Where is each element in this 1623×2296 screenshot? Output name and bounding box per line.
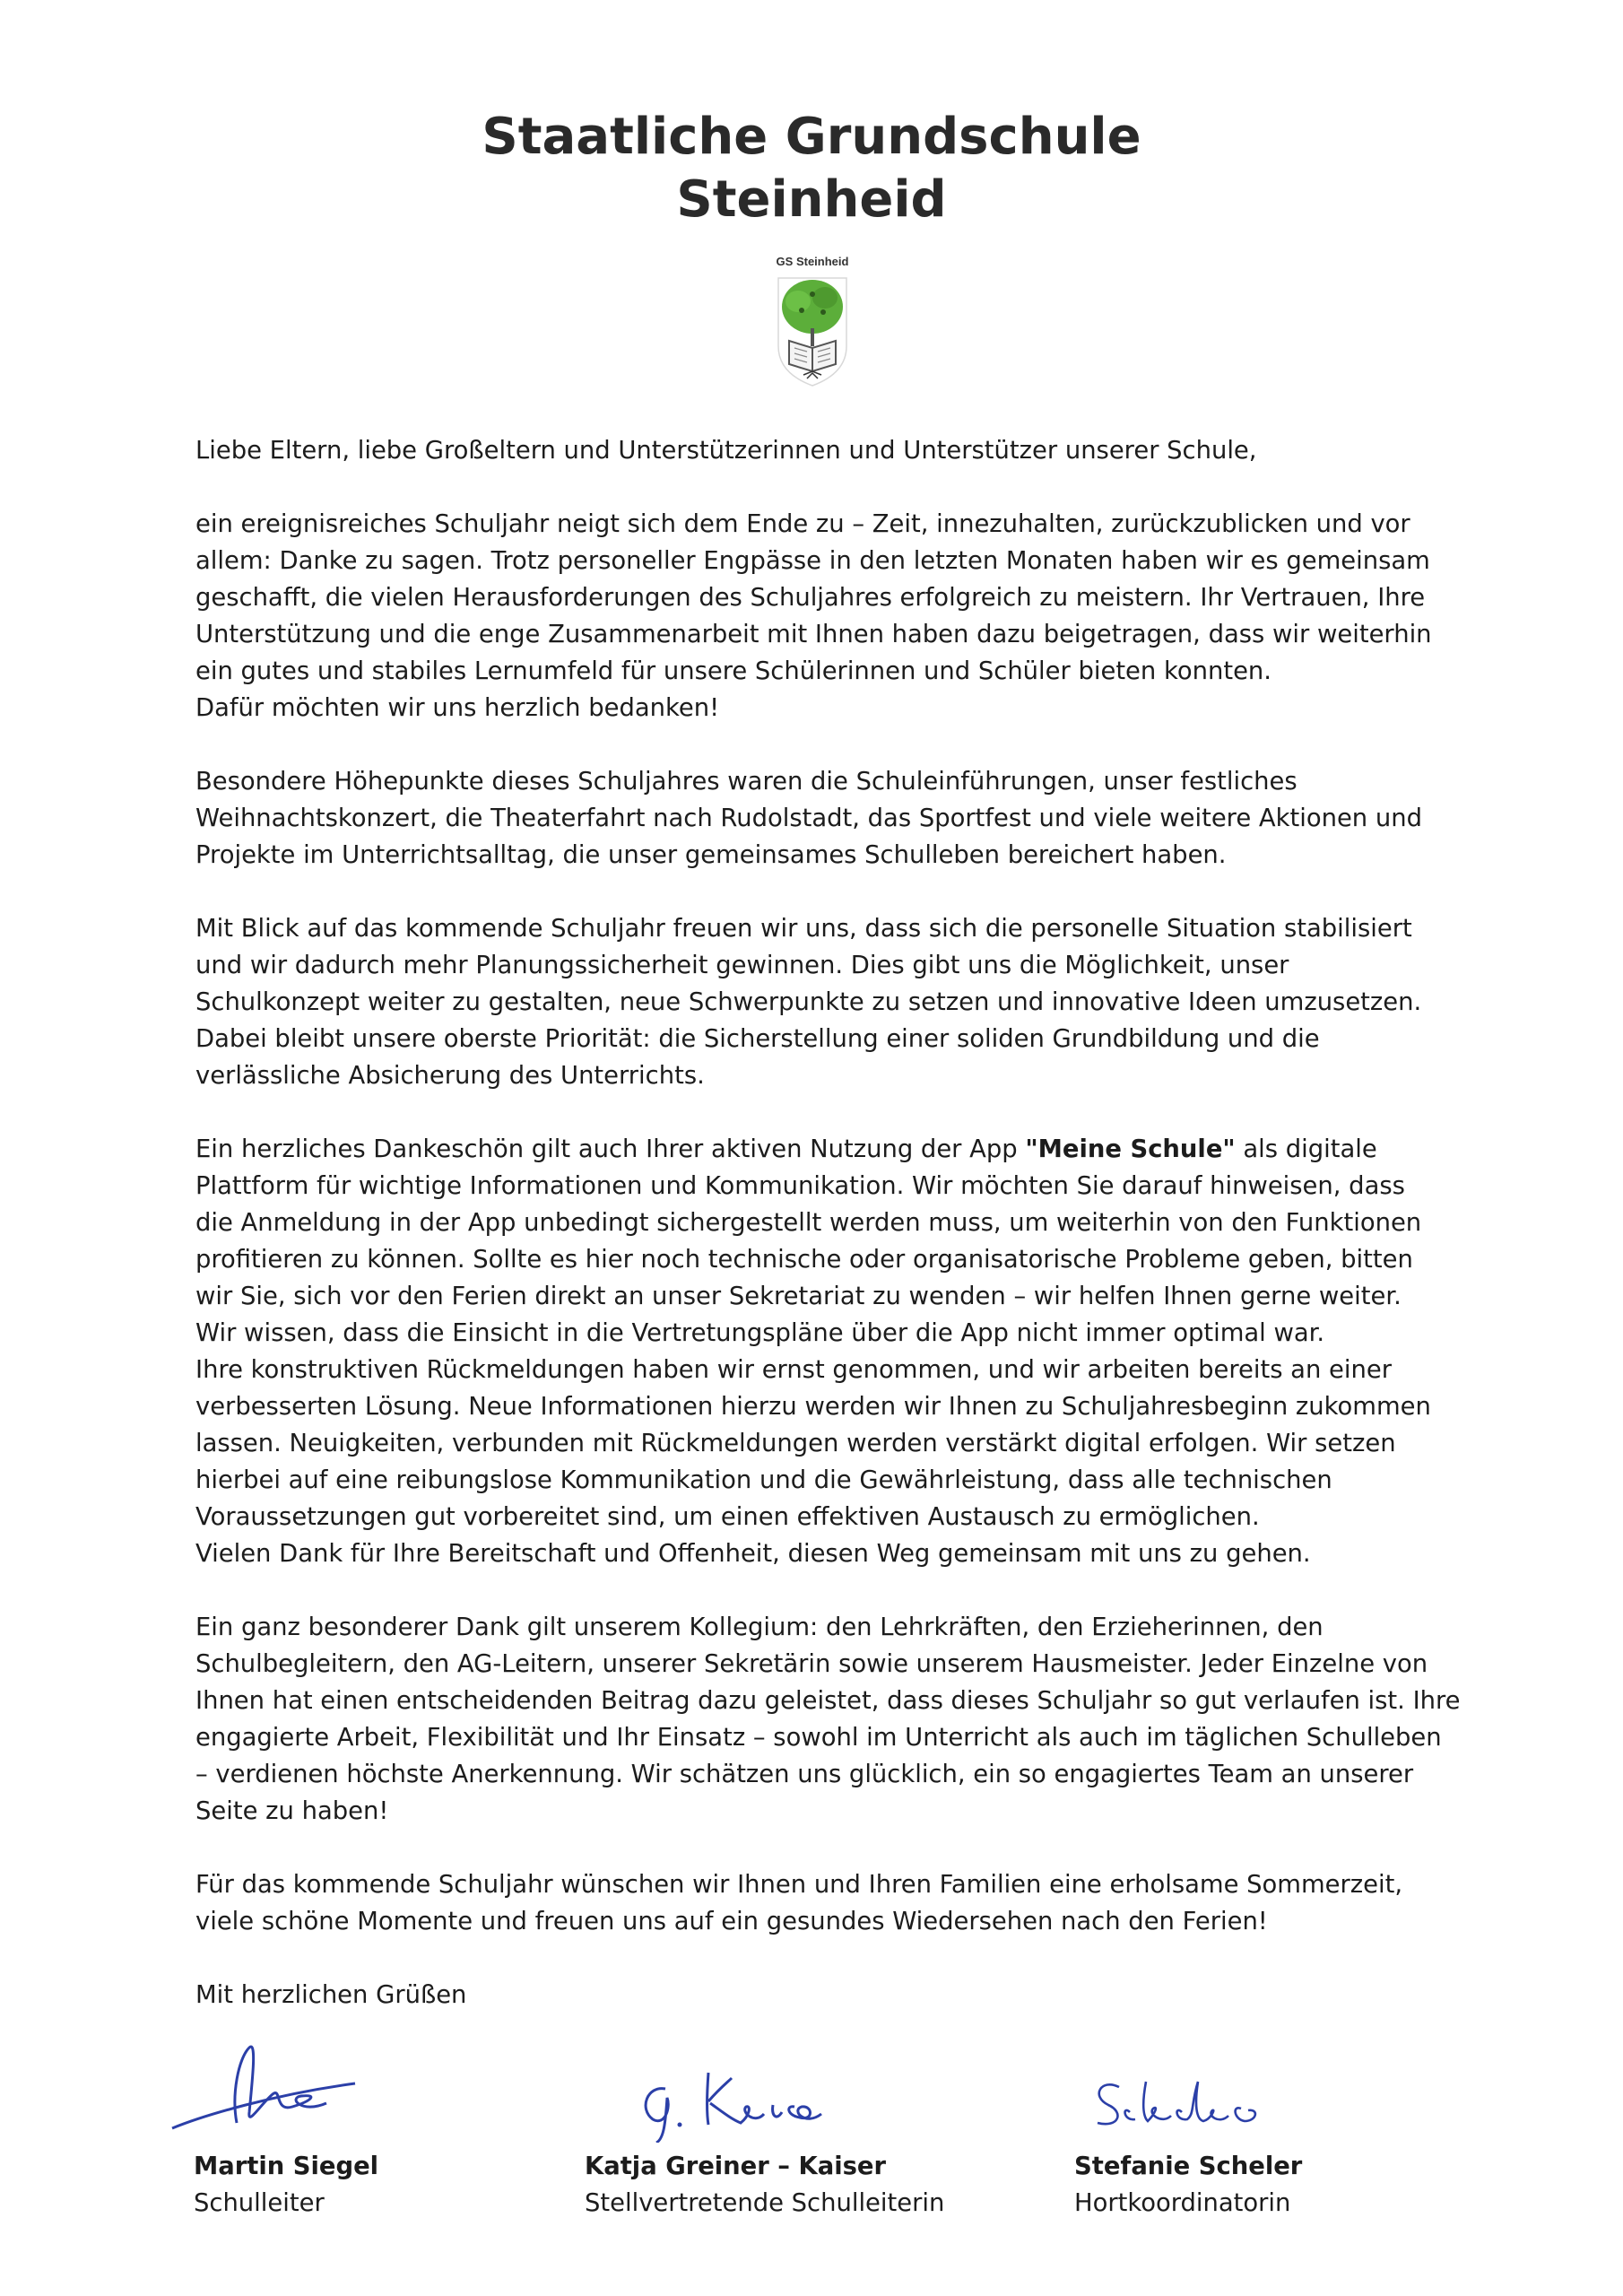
text-line: Unterstützung und die enge Zusammenarbeit mit Ihnen haben dazu beigetragen, dass wir weiterhin	[195, 621, 1432, 648]
title-line-2: Steinheid	[676, 170, 947, 229]
text-line: profitieren zu können. Sollte es hier noch technische oder organisatorische Probleme geben, bitten	[195, 1246, 1413, 1274]
letter-body	[195, 432, 1461, 2050]
paragraph-6	[195, 1866, 1442, 1940]
salutation: Liebe Eltern, liebe Großeltern und Unterstützerinnen und Unterstützer unserer Schule,	[195, 437, 1257, 465]
text-line: verlässliche Absicherung des Unterrichts.	[195, 1062, 705, 1090]
text-line: Schulbegleitern, den AG-Leitern, unserer Sekretärin sowie unserem Hausmeister. Jeder Einzelne von	[195, 1650, 1428, 1678]
text-line: lassen. Neuigkeiten, verbunden mit Rückmeldungen werden verstärkt digital erfolgen. Wir setzen	[195, 1430, 1396, 1457]
text-line: geschafft, die vielen Herausforderungen des Schuljahres erfolgreich zu meistern. Ihr Vertrauen, Ihre	[195, 584, 1426, 612]
text-line: hierbei auf eine reibungslose Kommunikation und die Gewährleistung, dass alle technischen	[195, 1466, 1332, 1494]
signature-block	[0, 2031, 1623, 2220]
text-fragment: als digitale	[1235, 1135, 1377, 1163]
text-line: Dabei bleibt unsere oberste Priorität: die Sicherstellung einer soliden Grundbildung und die	[195, 1025, 1320, 1053]
text-line: Weihnachtskonzert, die Theaterfahrt nach Rudolstadt, das Sportfest und viele weitere Aktionen und	[195, 804, 1422, 832]
text-line: Voraussetzungen gut vorbereitet sind, um einen effektiven Austausch zu ermöglichen.	[195, 1503, 1260, 1531]
signatory-2	[585, 2148, 944, 2222]
text-line: – verdienen höchste Anerkennung. Wir schätzen uns glücklich, ein so engagiertes Team an unserer	[195, 1761, 1414, 1788]
handwritten-signature	[1083, 2069, 1298, 2141]
text-line: Ihre konstruktiven Rückmeldungen haben wir ernst genommen, und wir arbeiten bereits an einer	[195, 1356, 1392, 1384]
text-line: wir Sie, sich vor den Ferien direkt an unser Sekretariat zu wenden – wir helfen Ihnen gerne weiter.	[195, 1283, 1402, 1310]
signatory-1	[194, 2148, 378, 2222]
handwritten-signature	[629, 2062, 863, 2143]
text-line: und wir dadurch mehr Planungssicherheit gewinnen. Dies gibt uns die Möglichkeit, unser	[195, 952, 1289, 979]
text-line: verbesserten Lösung. Neue Informationen hierzu werden wir Ihnen zu Schuljahresbeginn zukommen	[195, 1393, 1431, 1421]
text-line: Besondere Höhepunkte dieses Schuljahres waren die Schuleinführungen, unser festliches	[195, 768, 1298, 796]
title-line-1: Staatliche Grundschule	[482, 108, 1141, 166]
handwritten-signature	[167, 2040, 382, 2139]
text-line: Schulkonzept weiter zu gestalten, neue Schwerpunkte zu setzen und innovative Ideen umzusetzen.	[195, 988, 1422, 1016]
paragraph-4	[195, 1131, 1442, 1572]
closing: Mit herzlichen Grüßen	[195, 1981, 467, 2009]
text-line: Mit Blick auf das kommende Schuljahr freuen wir uns, dass sich die personelle Situation stabilisiert	[195, 915, 1412, 943]
signatory-name: Stefanie Scheler	[1074, 2152, 1303, 2180]
paragraph-1	[195, 506, 1442, 726]
logo-label: GS Steinheid	[776, 255, 849, 268]
paragraph-3	[195, 910, 1442, 1094]
text-line: Projekte im Unterrichtsalltag, die unser gemeinsames Schulleben bereichert haben.	[195, 841, 1227, 869]
signatory-role: Stellvertretende Schulleiterin	[585, 2189, 945, 2217]
tree-book-icon	[771, 274, 854, 389]
text-line: engagierte Arbeit, Flexibilität und Ihr Einsatz – sowohl im Unterricht als auch im täglichen Schulleben	[195, 1724, 1442, 1752]
paragraph-2	[195, 763, 1442, 874]
school-title	[0, 106, 1623, 231]
text-line: Für das kommende Schuljahr wünschen wir Ihnen und Ihren Familien eine erholsame Sommerzeit,	[195, 1871, 1403, 1899]
text-line: Vielen Dank für Ihre Bereitschaft und Offenheit, diesen Weg gemeinsam mit uns zu gehen.	[195, 1540, 1311, 1568]
signatory-name: Katja Greiner – Kaiser	[585, 2152, 887, 2180]
signatory-name: Martin Siegel	[194, 2152, 379, 2180]
signatory-role: Schulleiter	[194, 2189, 325, 2217]
signatory-3	[1074, 2148, 1302, 2222]
text-line: Dafür möchten wir uns herzlich bedanken!	[195, 694, 720, 722]
text-line: viele schöne Momente und freuen uns auf ein gesundes Wiedersehen nach den Ferien!	[195, 1908, 1268, 1935]
app-name: "Meine Schule"	[1025, 1135, 1236, 1163]
text-line: Plattform für wichtige Informationen und Kommunikation. Wir möchten Sie darauf hinweisen, dass	[195, 1172, 1405, 1200]
text-line	[195, 1131, 1442, 1168]
text-line: Ihnen hat einen entscheidenden Beitrag dazu geleistet, dass dieses Schuljahr so gut verlaufen ist. Ihre	[195, 1687, 1461, 1715]
text-line: Wir wissen, dass die Einsicht in die Vertretungspläne über die App nicht immer optimal war.	[195, 1319, 1325, 1347]
text-line: Seite zu haben!	[195, 1797, 389, 1825]
paragraph-5	[195, 1609, 1461, 1830]
text-fragment: Ein herzliches Dankeschön gilt auch Ihrer aktiven Nutzung der App	[195, 1135, 1026, 1163]
text-line: Ein ganz besonderer Dank gilt unserem Kollegium: den Lehrkräften, den Erzieherinnen, den	[195, 1613, 1324, 1641]
text-line: die Anmeldung in der App unbedingt sichergestellt werden muss, um weiterhin von den Funktionen	[195, 1209, 1422, 1237]
school-logo	[771, 255, 854, 389]
signatory-role: Hortkoordinatorin	[1074, 2189, 1291, 2217]
text-line: ein gutes und stabiles Lernumfeld für unsere Schülerinnen und Schüler bieten konnten.	[195, 657, 1271, 685]
text-line: allem: Danke zu sagen. Trotz personeller Engpässe in den letzten Monaten haben wir es gemeinsam	[195, 547, 1430, 575]
text-line: ein ereignisreiches Schuljahr neigt sich dem Ende zu – Zeit, innezuhalten, zurückzublicken und vor	[195, 510, 1410, 538]
